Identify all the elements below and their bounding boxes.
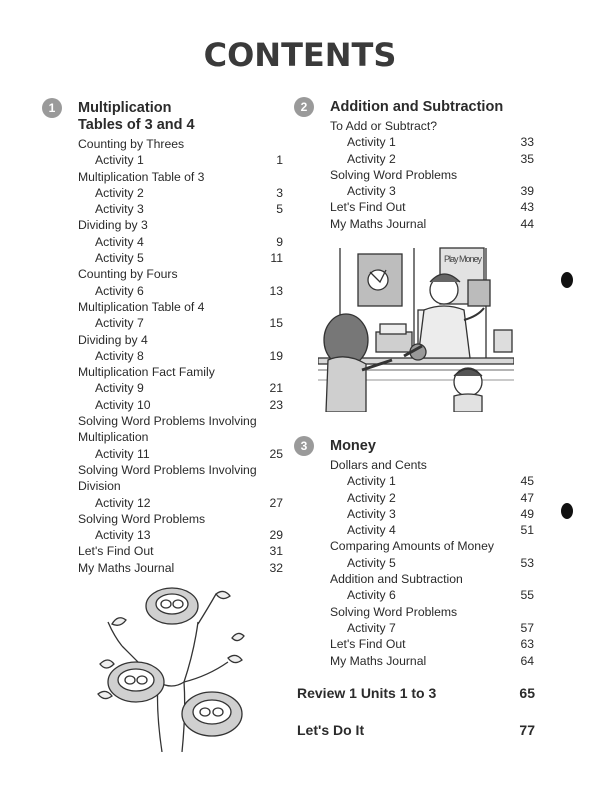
topic-entry (330, 167, 534, 183)
entry-label: Activity 5 (95, 251, 144, 266)
entry-label: Activity 12 (95, 495, 151, 510)
topic-entry (78, 429, 283, 445)
activity-entry (78, 397, 283, 413)
entry-label: Activity 1 (95, 153, 144, 168)
unit-1-entries (78, 136, 283, 576)
tree-nests-illustration (92, 584, 250, 752)
activity-entry (330, 587, 534, 603)
activity-entry (78, 283, 283, 299)
topic-entry (330, 216, 534, 232)
entry-page-number: 43 (520, 200, 534, 215)
punch-hole-bottom (561, 503, 573, 519)
entry-page-number: 9 (276, 234, 283, 249)
topic-entry (330, 604, 534, 620)
entry-page-number: 55 (520, 588, 534, 603)
activity-entry (78, 234, 283, 250)
activity-entry (330, 522, 534, 538)
entry-page-number: 39 (520, 184, 534, 199)
entry-label: My Maths Journal (78, 560, 175, 575)
unit-2-number-badge: 2 (294, 97, 314, 117)
topic-entry (78, 478, 283, 494)
page-title: CONTENTS (203, 36, 397, 74)
entry-page-number: 25 (269, 446, 283, 461)
entry-page-number: 51 (520, 523, 534, 538)
activity-entry (78, 201, 283, 217)
lets-do-it-label: Let's Do It (297, 722, 365, 738)
unit-1-heading (48, 100, 283, 134)
entry-page-number: 3 (276, 185, 283, 200)
entry-label: Solving Word Problems (78, 511, 206, 526)
entry-page-number: 49 (520, 506, 534, 521)
activity-entry (78, 348, 283, 364)
entry-label: Activity 3 (95, 202, 144, 217)
entry-label: Comparing Amounts of Money (330, 539, 494, 554)
entry-label: Multiplication Table of 4 (78, 299, 205, 314)
entry-label: Dividing by 3 (78, 218, 148, 233)
entry-label: Solving Word Problems (330, 167, 458, 182)
entry-label: Activity 2 (347, 490, 396, 505)
entry-page-number: 45 (520, 474, 534, 489)
unit-2-heading-text: Addition and Subtraction (330, 99, 504, 115)
unit-1-number-badge: 1 (42, 98, 62, 118)
unit-3-entries (330, 457, 534, 669)
entry-page-number: 35 (520, 151, 534, 166)
review-label: Review 1 Units 1 to 3 (297, 685, 437, 701)
entry-label: Activity 9 (95, 381, 144, 396)
unit-2-entries (330, 118, 534, 232)
review-page: 65 (519, 685, 535, 701)
entry-label: Activity 6 (347, 588, 396, 603)
entry-label: Solving Word Problems Involving (78, 414, 257, 429)
topic-entry (78, 299, 283, 315)
activity-entry (78, 380, 283, 396)
activity-entry (78, 315, 283, 331)
entry-label: Activity 4 (95, 234, 144, 249)
entry-page-number: 33 (520, 135, 534, 150)
entry-label: Let's Find Out (330, 200, 406, 215)
entry-page-number: 64 (520, 653, 534, 668)
entry-label: Addition and Subtraction (330, 572, 463, 587)
entry-label: Activity 3 (347, 184, 396, 199)
entry-page-number: 1 (276, 153, 283, 168)
topic-entry (78, 266, 283, 282)
unit-2-section (300, 99, 534, 232)
review-entry (297, 685, 535, 701)
entry-label: Activity 13 (95, 528, 151, 543)
store-sign-text: Play Money (444, 254, 482, 264)
activity-entry (78, 495, 283, 511)
topic-entry (78, 332, 283, 348)
entry-label: Activity 5 (347, 555, 396, 570)
unit-3-number-badge: 3 (294, 436, 314, 456)
topic-entry (330, 636, 534, 652)
unit-1-section (48, 100, 283, 576)
topic-entry (330, 199, 534, 215)
topic-entry (78, 169, 283, 185)
topic-entry (78, 462, 283, 478)
activity-entry (330, 151, 534, 167)
entry-label: Activity 2 (347, 151, 396, 166)
entry-label: Activity 11 (95, 446, 150, 461)
entry-page-number: 32 (269, 560, 283, 575)
activity-entry (78, 446, 283, 462)
activity-entry (330, 473, 534, 489)
topic-entry (78, 511, 283, 527)
entry-label: Multiplication Table of 3 (78, 169, 205, 184)
entry-page-number: 44 (520, 216, 534, 231)
entry-label: Solving Word Problems Involving (78, 462, 257, 477)
entry-label: Activity 2 (95, 185, 144, 200)
unit-3-section (300, 438, 534, 669)
topic-entry (330, 538, 534, 554)
entry-label: Activity 1 (347, 474, 396, 489)
entry-label: Division (78, 479, 121, 494)
entry-label: Solving Word Problems (330, 604, 458, 619)
entry-label: Activity 10 (95, 397, 151, 412)
lets-do-it-entry (297, 722, 535, 738)
activity-entry (330, 620, 534, 636)
entry-page-number: 5 (276, 202, 283, 217)
activity-entry (330, 506, 534, 522)
entry-page-number: 47 (520, 490, 534, 505)
activity-entry (78, 185, 283, 201)
entry-label: Dividing by 4 (78, 332, 148, 347)
entry-page-number: 21 (269, 381, 283, 396)
entry-label: Activity 6 (95, 283, 144, 298)
activity-entry (78, 152, 283, 168)
entry-label: My Maths Journal (330, 216, 427, 231)
entry-page-number: 31 (269, 544, 283, 559)
entry-page-number: 19 (269, 348, 283, 363)
topic-entry (330, 653, 534, 669)
entry-page-number: 53 (520, 555, 534, 570)
entry-label: Activity 7 (347, 620, 396, 635)
entry-label: My Maths Journal (330, 653, 427, 668)
unit-3-heading-text: Money (330, 438, 376, 454)
entry-page-number: 23 (269, 397, 283, 412)
entry-page-number: 13 (269, 283, 283, 298)
entry-label: Activity 4 (347, 523, 396, 538)
topic-entry (78, 217, 283, 233)
activity-entry (330, 134, 534, 150)
entry-label: To Add or Subtract? (330, 119, 438, 133)
activity-entry (78, 527, 283, 543)
entry-page-number: 29 (269, 528, 283, 543)
activity-entry (78, 250, 283, 266)
entry-label: Activity 1 (347, 135, 396, 150)
activity-entry (330, 490, 534, 506)
topic-entry (78, 136, 283, 152)
entry-label: Let's Find Out (78, 544, 154, 559)
entry-page-number: 27 (269, 495, 283, 510)
punch-hole-top (561, 272, 573, 288)
entry-page-number: 63 (520, 637, 534, 652)
activity-entry (330, 183, 534, 199)
entry-page-number: 57 (520, 620, 534, 635)
store-illustration (318, 240, 514, 412)
entry-label: Let's Find Out (330, 637, 406, 652)
unit-1-heading-line-2: Tables of 3 and 4 (78, 117, 195, 133)
entry-page-number: 11 (270, 251, 283, 266)
topic-entry (78, 560, 283, 576)
entry-label: Activity 8 (95, 348, 144, 363)
topic-entry (78, 364, 283, 380)
entry-label: Multiplication (78, 430, 149, 445)
entry-label: Dollars and Cents (330, 458, 427, 472)
unit-3-heading (300, 438, 534, 455)
entry-label: Counting by Threes (78, 137, 185, 151)
unit-2-heading (300, 99, 534, 116)
entry-label: Counting by Fours (78, 267, 178, 282)
lets-do-it-page: 77 (519, 722, 535, 738)
activity-entry (330, 555, 534, 571)
entry-label: Activity 3 (347, 506, 396, 521)
entry-label: Activity 7 (95, 316, 144, 331)
topic-entry (78, 543, 283, 559)
entry-page-number: 15 (269, 316, 283, 331)
unit-1-heading-line-1: Multiplication (78, 100, 172, 116)
entry-label: Multiplication Fact Family (78, 365, 215, 380)
topic-entry (330, 571, 534, 587)
topic-entry (330, 457, 534, 473)
topic-entry (78, 413, 283, 429)
topic-entry (330, 118, 534, 134)
